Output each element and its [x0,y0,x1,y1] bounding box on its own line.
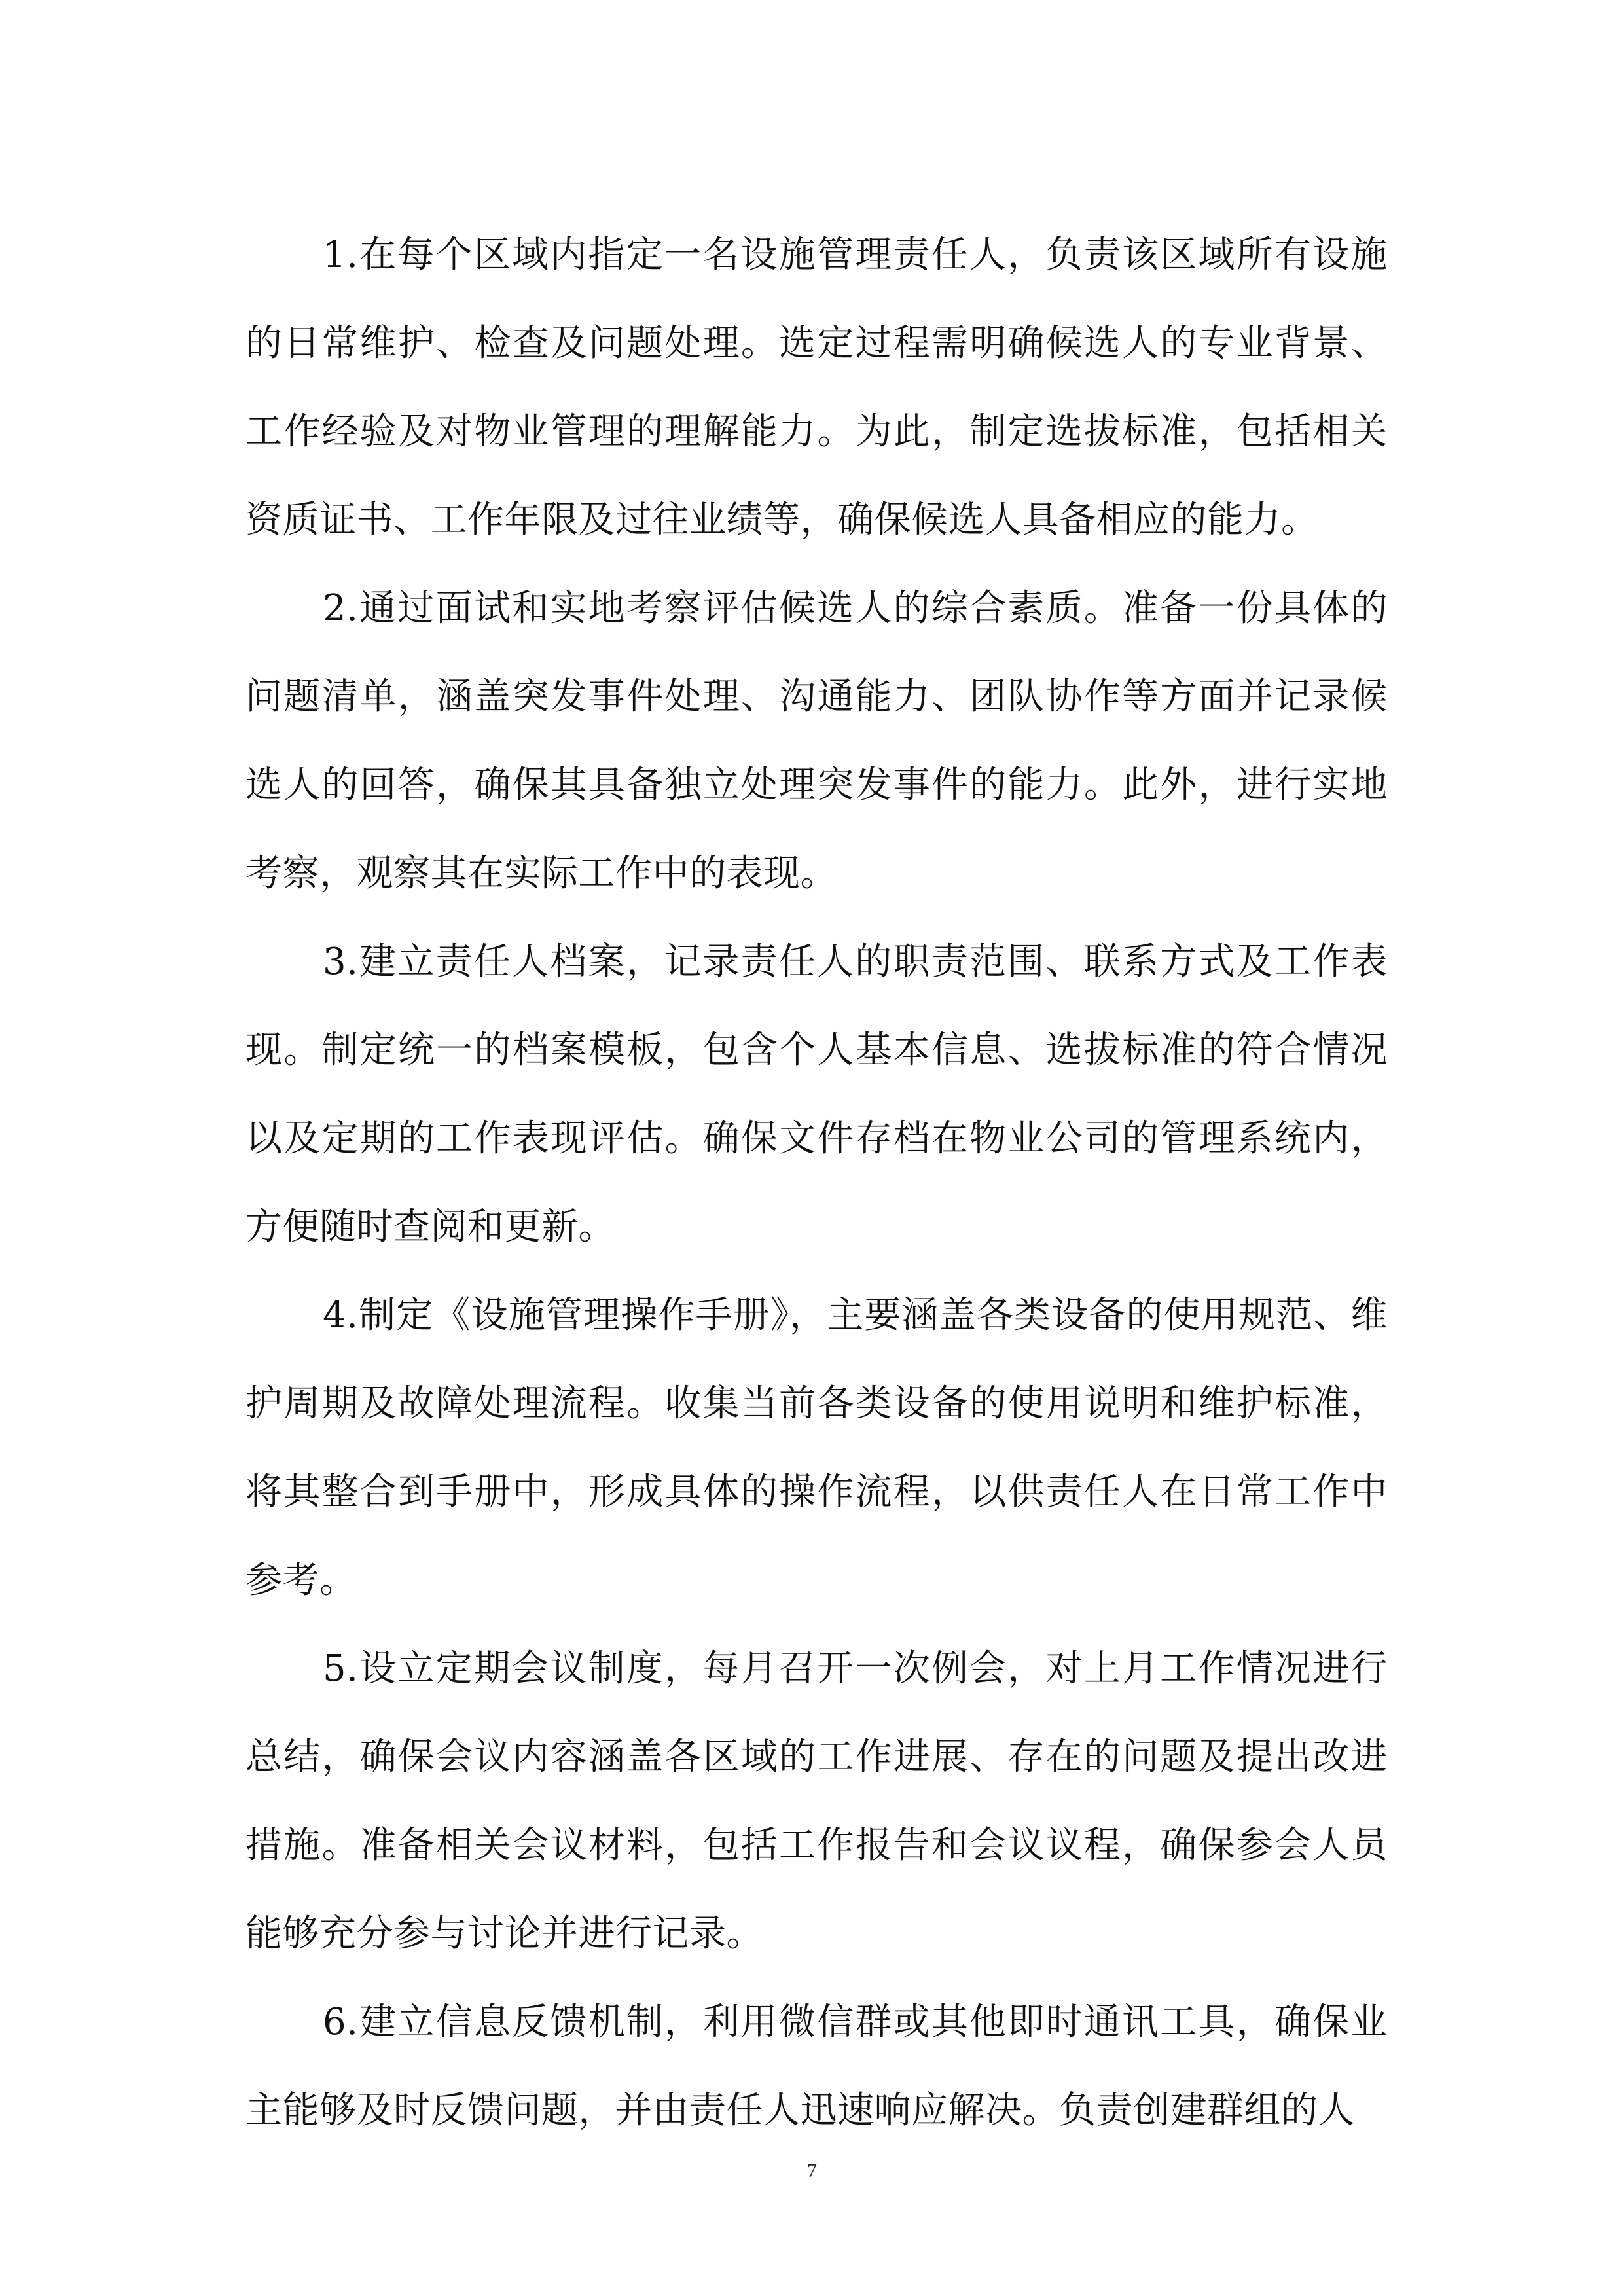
page-number: 7 [807,2160,817,2181]
paragraph-1: 1.在每个区域内指定一名设施管理责任人，负责该区域所有设施的日常维护、检查及问题处理。选定过程需明确候选人的专业背景、工作经验及对物业管理的理解能力。为此，制定选拔标准，包括相关资质证书、工作年限及过往业绩等，确保候选人具备相应的能力。 [245,234,1388,541]
paragraph-4: 4.制定《设施管理操作手册》，主要涵盖各类设备的使用规范、维护周期及故障处理流程。收集当前各类设备的使用说明和维护标准，将其整合到手册中，形成具体的操作流程，以供责任人在日常工作中参考。 [245,1294,1388,1602]
paragraph-3: 3.建立责任人档案，记录责任人的职责范围、联系方式及工作表现。制定统一的档案模板，包含个人基本信息、选拔标准的符合情况以及定期的工作表现评估。确保文件存档在物业公司的管理系统内，方便随时查阅和更新。 [245,941,1388,1248]
paragraph-5: 5.设立定期会议制度，每月召开一次例会，对上月工作情况进行总结，确保会议内容涵盖各区域的工作进展、存在的问题及提出改进措施。准备相关会议材料，包括工作报告和会议议程，确保参会人员能够充分参与讨论并进行记录。 [245,1647,1388,1955]
paragraph-6: 6.建立信息反馈机制，利用微信群或其他即时通讯工具，确保业主能够及时反馈问题，并由责任人迅速响应解决。负责创建群组的人 [245,2001,1388,2132]
paragraph-2: 2.通过面试和实地考察评估候选人的综合素质。准备一份具体的问题清单，涵盖突发事件处理、沟通能力、团队协作等方面并记录候选人的回答，确保其具备独立处理突发事件的能力。此外，进行实地考察，观察其在实际工作中的表现。 [245,587,1388,895]
document-body [245,211,1388,2155]
